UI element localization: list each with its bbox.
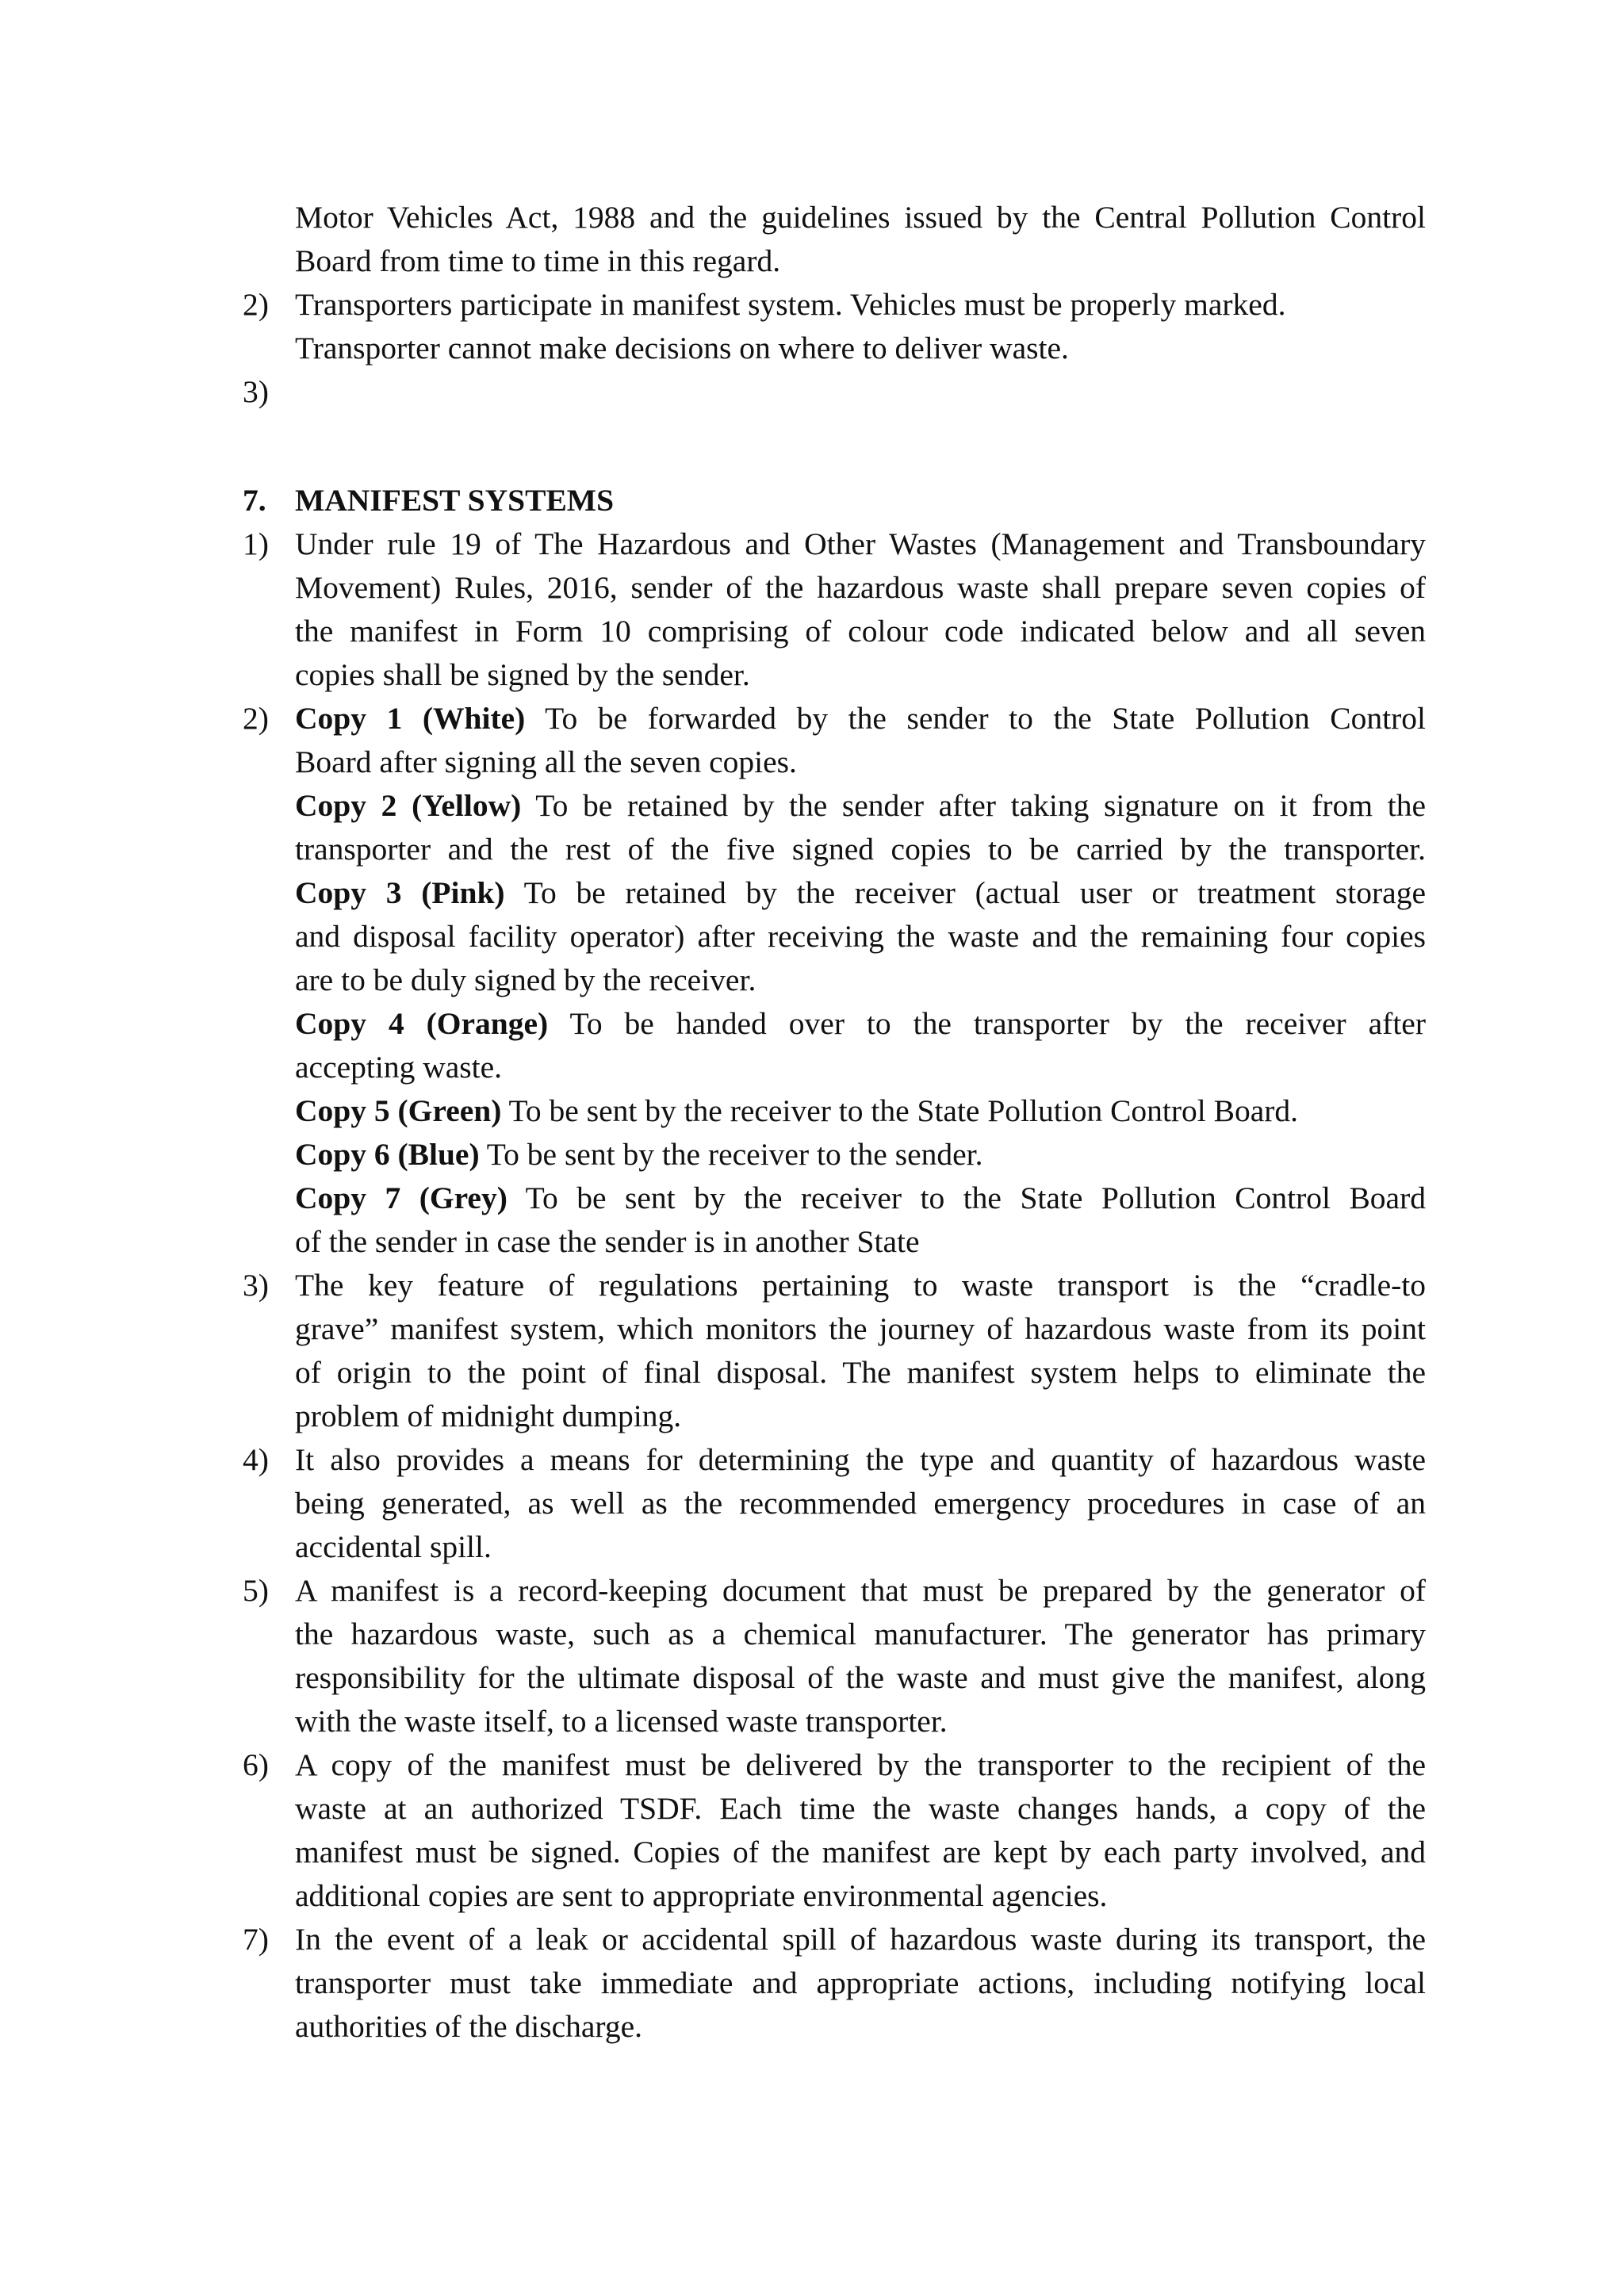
list-number: 3) xyxy=(243,1268,269,1303)
copy-6-line xyxy=(295,1133,1426,1176)
list-number: 4) xyxy=(243,1442,269,1477)
copy-2-line xyxy=(295,784,1426,827)
copy-text: To be retained by the sender after taking signature on it from the xyxy=(521,788,1426,823)
copy-7-line xyxy=(295,1177,1426,1219)
copy-label: Copy 6 (Blue) xyxy=(295,1137,480,1172)
copy-5-line xyxy=(295,1089,1426,1132)
list-number: 5) xyxy=(243,1573,269,1608)
paragraph-line: In the event of a leak or accidental spill of hazardous waste during its transport, the xyxy=(295,1922,1426,1957)
copy-text: To be sent by the receiver to the sender. xyxy=(479,1137,983,1172)
list-number: 7) xyxy=(243,1922,269,1957)
paragraph-line: responsibility for the ultimate disposal of the waste and must give the manifest, along xyxy=(295,1660,1426,1695)
section-heading xyxy=(243,479,615,522)
copy-3-line xyxy=(295,871,1426,914)
paragraph-line: Motor Vehicles Act, 1988 and the guidelines issued by the Central Pollution Control xyxy=(295,200,1426,235)
paragraph-line: Board after signing all the seven copies. xyxy=(295,744,797,779)
paragraph-line: A manifest is a record-keeping document that must be prepared by the generator of xyxy=(295,1573,1426,1608)
copy-4-line xyxy=(295,1002,1426,1045)
paragraph-line: of the sender in case the sender is in another State xyxy=(295,1224,920,1259)
paragraph-line: copies shall be signed by the sender. xyxy=(295,657,750,692)
paragraph-line: Under rule 19 of The Hazardous and Other Wastes (Management and Transboundary xyxy=(295,526,1426,561)
section-title: MANIFEST SYSTEMS xyxy=(295,483,615,518)
paragraph-line: of origin to the point of final disposal. The manifest system helps to eliminate the xyxy=(295,1355,1426,1390)
paragraph-line: accidental spill. xyxy=(295,1529,492,1564)
paragraph-line: transporter and the rest of the five signed copies to be carried by the transporter. xyxy=(295,832,1426,867)
copy-text: To be handed over to the transporter by the receiver after xyxy=(548,1006,1426,1041)
paragraph-line: The key feature of regulations pertaining to waste transport is the “cradle-to xyxy=(295,1268,1426,1303)
copy-label: Copy 5 (Green) xyxy=(295,1093,502,1128)
paragraph-line: problem of midnight dumping. xyxy=(295,1399,682,1433)
paragraph-line: authorities of the discharge. xyxy=(295,2009,643,2044)
copy-text: To be retained by the receiver (actual user or treatment storage xyxy=(504,875,1426,910)
paragraph-line: accepting waste. xyxy=(295,1050,503,1085)
paragraph-line: the hazardous waste, such as a chemical manufacturer. The generator has primary xyxy=(295,1617,1426,1651)
paragraph-line: Transporter cannot make decisions on where to deliver waste. xyxy=(295,331,1069,365)
paragraph-line: It also provides a means for determining the type and quantity of hazardous waste xyxy=(295,1442,1426,1477)
copy-text: To be sent by the receiver to the State Pollution Control Board xyxy=(507,1181,1426,1215)
copy-label: Copy 1 (White) xyxy=(295,701,526,736)
list-number: 2) xyxy=(243,287,269,322)
paragraph-line: manifest must be signed. Copies of the manifest are kept by each party involved, and xyxy=(295,1835,1426,1869)
paragraph-line: grave” manifest system, which monitors the journey of hazardous waste from its point xyxy=(295,1311,1426,1346)
copy-label: Copy 2 (Yellow) xyxy=(295,788,522,823)
list-number: 3) xyxy=(243,374,269,409)
copy-label: Copy 4 (Orange) xyxy=(295,1006,549,1041)
copy-text: To be forwarded by the sender to the State Pollution Control xyxy=(525,701,1426,736)
copy-1-line xyxy=(295,697,1426,740)
paragraph-line: transporter must take immediate and appropriate actions, including notifying local xyxy=(295,1965,1426,2000)
paragraph-line: additional copies are sent to appropriate environmental agencies. xyxy=(295,1878,1108,1913)
paragraph-line: the manifest in Form 10 comprising of colour code indicated below and all seven xyxy=(295,614,1426,649)
paragraph-line: and disposal facility operator) after receiving the waste and the remaining four copies xyxy=(295,919,1426,954)
paragraph-line: being generated, as well as the recommended emergency procedures in case of an xyxy=(295,1486,1426,1521)
paragraph-line: waste at an authorized TSDF. Each time the waste changes hands, a copy of the xyxy=(295,1791,1426,1826)
paragraph-line: are to be duly signed by the receiver. xyxy=(295,962,756,997)
paragraph-line: Board from time to time in this regard. xyxy=(295,243,781,278)
list-number: 2) xyxy=(243,701,269,736)
paragraph-line: Transporters participate in manifest system. Vehicles must be properly marked. xyxy=(295,287,1286,322)
paragraph-line: Movement) Rules, 2016, sender of the hazardous waste shall prepare seven copies of xyxy=(295,570,1426,605)
copy-label: Copy 3 (Pink) xyxy=(295,875,505,910)
list-number: 1) xyxy=(243,526,269,561)
copy-label: Copy 7 (Grey) xyxy=(295,1181,508,1215)
paragraph-line: A copy of the manifest must be delivered by the transporter to the recipient of the xyxy=(295,1747,1426,1782)
list-number: 6) xyxy=(243,1747,269,1782)
section-number: 7. xyxy=(243,483,266,518)
copy-text: To be sent by the receiver to the State Pollution Control Board. xyxy=(501,1093,1299,1128)
paragraph-line: with the waste itself, to a licensed waste transporter. xyxy=(295,1704,948,1739)
